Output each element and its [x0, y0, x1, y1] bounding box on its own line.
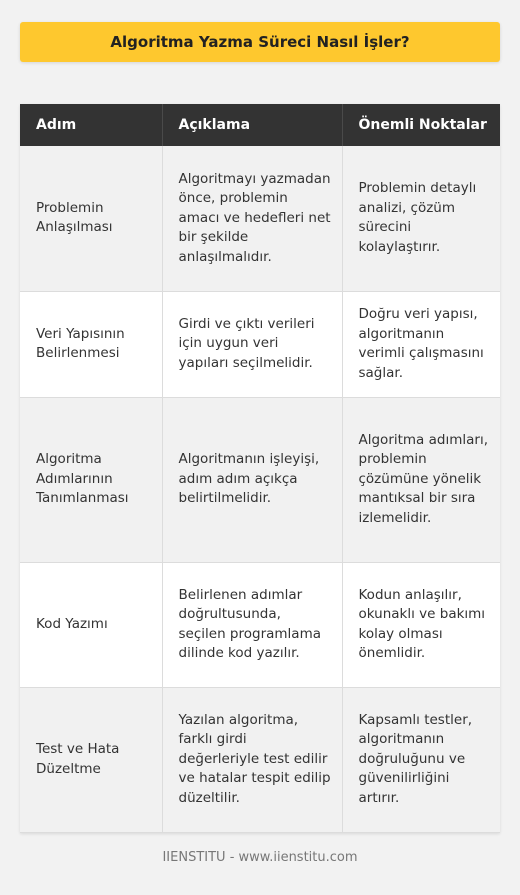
column-header-description: Açıklama [162, 104, 342, 146]
cell-key-points: Kodun anlaşılır, okunaklı ve bakımı kolay olması önemlidir. [342, 562, 500, 687]
cell-step: Veri Yapısının Belirlenmesi [20, 291, 162, 397]
cell-step: Algoritma Adımlarının Tanımlanması [20, 397, 162, 562]
cell-description: Algoritmanın işleyişi, adım adım açıkça belirtilmelidir. [162, 397, 342, 562]
cell-description: Girdi ve çıktı verileri için uygun veri yapıları seçilmelidir. [162, 291, 342, 397]
cell-step: Kod Yazımı [20, 562, 162, 687]
title-banner [20, 22, 500, 62]
table-row [20, 687, 500, 832]
page-title: Algoritma Yazma Süreci Nasıl İşler? [110, 33, 410, 51]
table-row [20, 397, 500, 562]
cell-key-points: Doğru veri yapısı, algoritmanın verimli çalışmasını sağlar. [342, 291, 500, 397]
cell-key-points: Problemin detaylı analizi, çözüm sürecini kolaylaştırır. [342, 146, 500, 291]
cell-description: Belirlenen adımlar doğrultusunda, seçilen programlama dilinde kod yazılır. [162, 562, 342, 687]
table-header-row [20, 104, 500, 146]
column-header-step: Adım [20, 104, 162, 146]
table-row [20, 146, 500, 291]
steps-table [20, 104, 500, 833]
table-row [20, 291, 500, 397]
cell-description: Algoritmayı yazmadan önce, problemin amacı ve hedefleri net bir şekilde anlaşılmalıdır. [162, 146, 342, 291]
cell-key-points: Algoritma adımları, problemin çözümüne yönelik mantıksal bir sıra izlemelidir. [342, 397, 500, 562]
cell-description: Yazılan algoritma, farklı girdi değerleriyle test edilir ve hatalar tespit edilip düzeltilir. [162, 687, 342, 832]
table-row [20, 562, 500, 687]
cell-step: Problemin Anlaşılması [20, 146, 162, 291]
cell-step: Test ve Hata Düzeltme [20, 687, 162, 832]
cell-key-points: Kapsamlı testler, algoritmanın doğruluğunu ve güvenilirliğini artırır. [342, 687, 500, 832]
column-header-key-points: Önemli Noktalar [342, 104, 500, 146]
footer-credit: IIENSTITU - www.iienstitu.com [162, 850, 358, 865]
